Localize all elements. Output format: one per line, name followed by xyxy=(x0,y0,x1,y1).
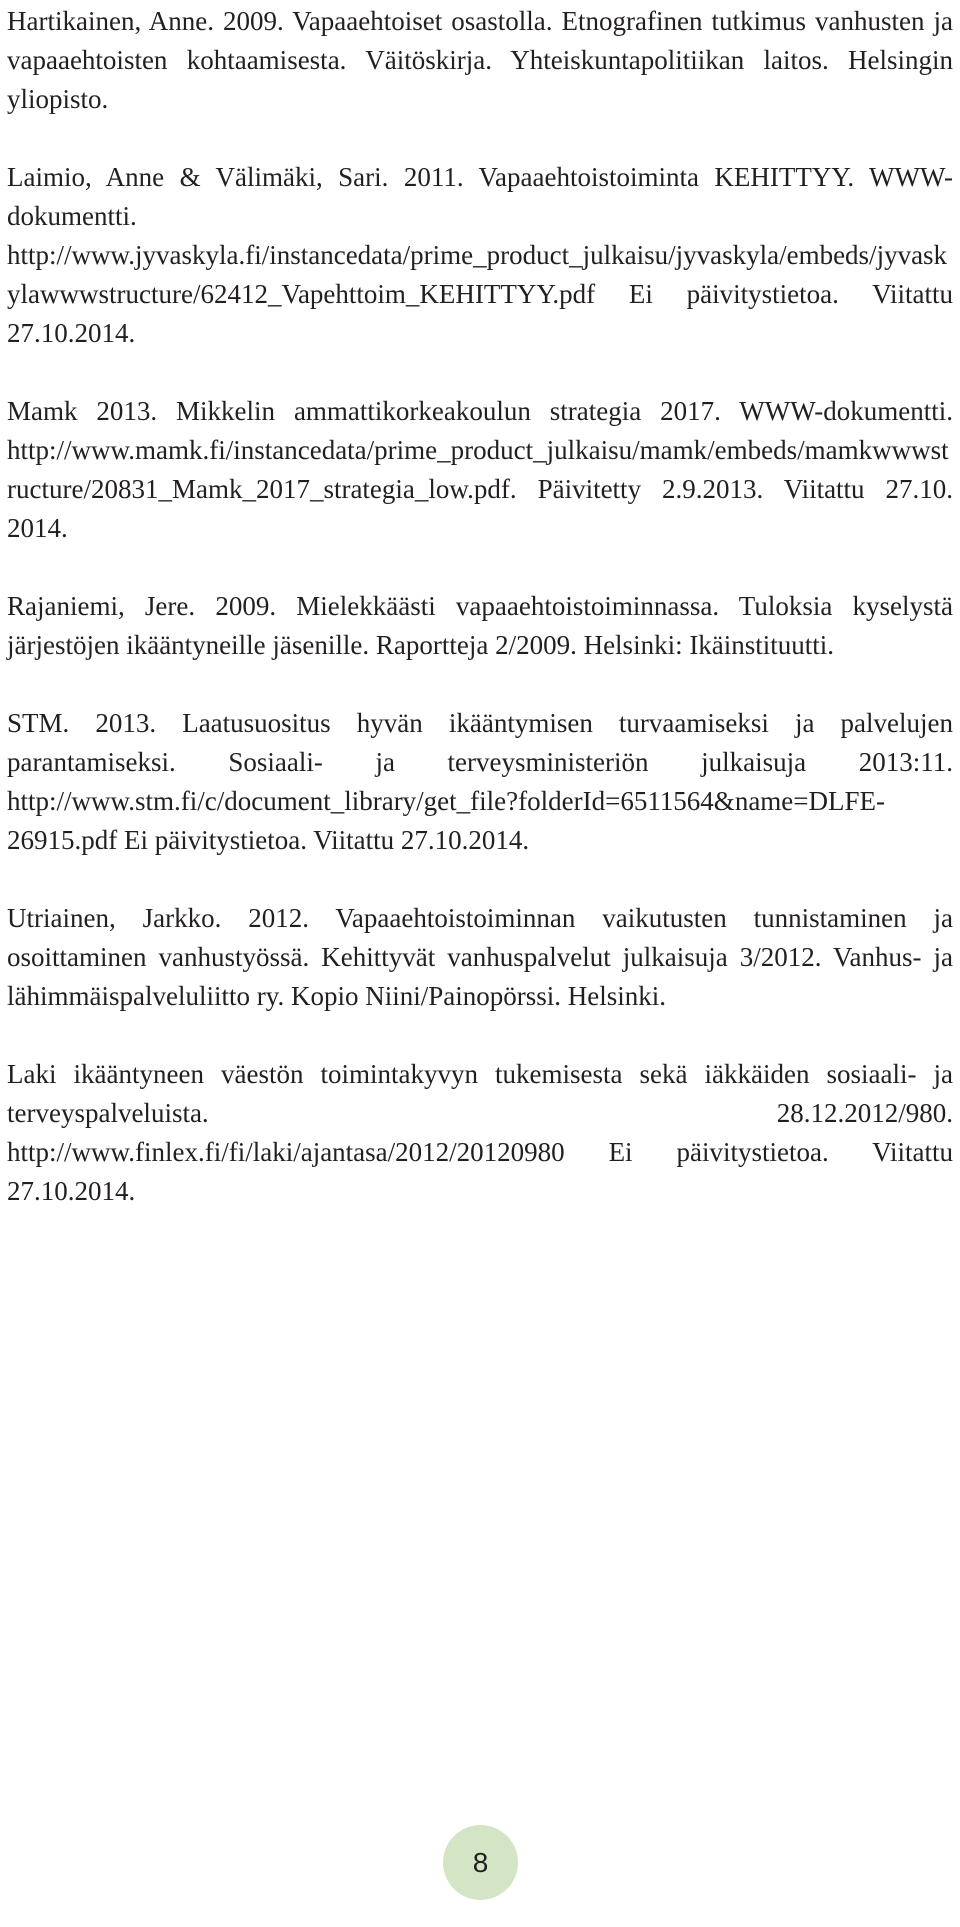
page-number: 8 xyxy=(472,1846,489,1878)
reference-hartikainen: Hartikainen, Anne. 2009. Vapaaehtoiset osastolla. Etnografinen tutkimus vanhusten ja vapaaehtoisten kohtaamisesta. Väitöskirja. Yhteiskuntapolitiikan laitos. Helsingin yliopisto. xyxy=(7,6,953,114)
reference-stm: STM. 2013. Laatusuositus hyvän ikääntymisen turvaamiseksi ja palvelujen parantamiseksi. Sosiaali- ja terveysministeriön julkaisuja 2013:11. http://www.stm.fi/c/document_library/get_file?folderId=6511564&name=DLFE-26915.pdf Ei päivitystietoa. Viitattu 27.10.2014. xyxy=(7,708,953,855)
reference-list xyxy=(7,0,953,1250)
reference-laki: Laki ikääntyneen väestön toimintakyvyn tukemisesta sekä iäkkäiden sosiaali- ja terveyspalveluista. 28.12.2012/980. http://www.finlex.fi/fi/laki/ajantasa/2012/20120980 Ei päivitystietoa. Viitattu 27.10.2014. xyxy=(7,1059,953,1206)
reference-rajaniemi: Rajaniemi, Jere. 2009. Mielekkäästi vapaaehtoistoiminnassa. Tuloksia kyselystä järjestöjen ikääntyneille jäsenille. Raportteja 2/2009. Helsinki: Ikäinstituutti. xyxy=(7,591,953,660)
page-number-badge xyxy=(443,1825,518,1900)
reference-laimio: Laimio, Anne & Välimäki, Sari. 2011. Vapaaehtoistoiminta KEHITTYY. WWW-dokumentti. http://www.jyvaskyla.fi/instancedata/prime_product_julkaisu/jyvaskyla/embeds/jyvaskylawwwstructure/62412_Vapehttoim_KEHITTYY.pdf Ei päivitystietoa. Viitattu 27.10.2014. xyxy=(7,162,953,348)
reference-mamk: Mamk 2013. Mikkelin ammattikorkeakoulun strategia 2017. WWW-dokumentti. http://www.mamk.fi/instancedata/prime_product_julkaisu/mamk/embeds/mamkwwwstructure/20831_Mamk_2017_strategia_low.pdf. Päivitetty 2.9.2013. Viitattu 27.10. 2014. xyxy=(7,396,953,543)
reference-utriainen: Utriainen, Jarkko. 2012. Vapaaehtoistoiminnan vaikutusten tunnistaminen ja osoittaminen vanhustyössä. Kehittyvät vanhuspalvelut julkaisuja 3/2012. Vanhus- ja lähimmäispalveluliitto ry. Kopio Niini/Painopörssi. Helsinki. xyxy=(7,903,953,1011)
